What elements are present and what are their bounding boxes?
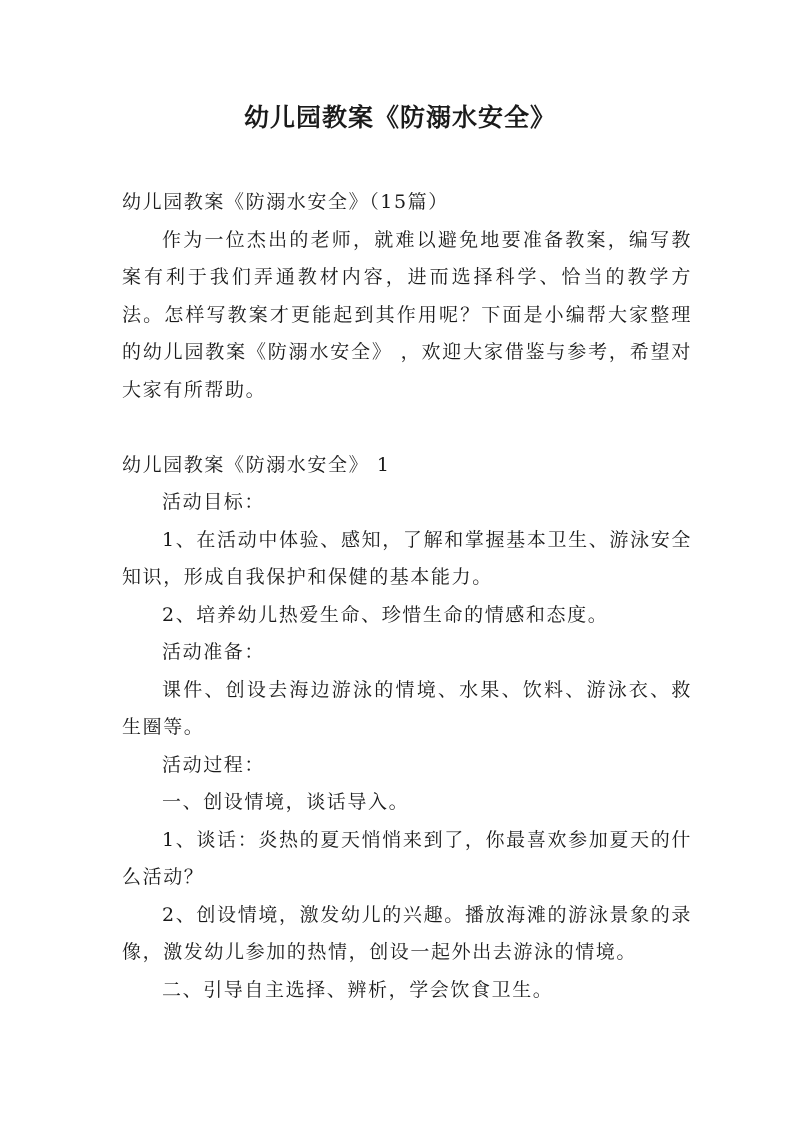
prep-text: 课件、创设去海边游泳的情境、水果、饮料、游泳衣、救生圈等。 xyxy=(122,678,692,738)
process-label: 活动过程： xyxy=(162,753,266,776)
process-step-2: 二、引导自主选择、辨析，学会饮食卫生。 xyxy=(162,978,554,1001)
prep-label: 活动准备： xyxy=(162,641,266,663)
paragraph-gap xyxy=(122,409,692,447)
section-heading: 幼儿园教案《防溺水安全》 1 xyxy=(122,453,391,476)
process-step-1: 一、创设情境，谈话导入。 xyxy=(162,791,410,813)
document-title: 幼儿园教案《防溺水安全》 xyxy=(243,103,556,132)
goal-item-1: 1、在活动中体验、感知，了解和掌握基本卫生、游泳安全知识，形成自我保护和保健的基本能力。 xyxy=(122,528,692,588)
goals-label: 活动目标： xyxy=(162,491,266,513)
process-step-1-2: 2、创设情境，激发幼儿的兴趣。播放海滩的游泳景象的录像，激发幼儿参加的热情，创设一起外出去游泳的情境。 xyxy=(122,903,692,963)
process-step-1-1: 1、谈话：炎热的夏天悄悄来到了，你最喜欢参加夏天的什么活动？ xyxy=(122,828,692,888)
goal-item-2: 2、培养幼儿热爱生命、珍惜生命的情感和态度。 xyxy=(162,603,609,626)
document-body xyxy=(122,184,692,1009)
document-subtitle: 幼儿园教案《防溺水安全》（15篇） xyxy=(122,191,449,213)
intro-paragraph: 作为一位杰出的老师，就难以避免地要准备教案，编写教案有利于我们弄通教材内容，进而选择科学、恰当的教学方法。怎样写教案才更能起到其作用呢？下面是小编帮大家整理的幼儿园教案《防溺水安全》 ，欢迎大家借鉴与参考，希望对大家有所帮助。 xyxy=(122,228,692,401)
